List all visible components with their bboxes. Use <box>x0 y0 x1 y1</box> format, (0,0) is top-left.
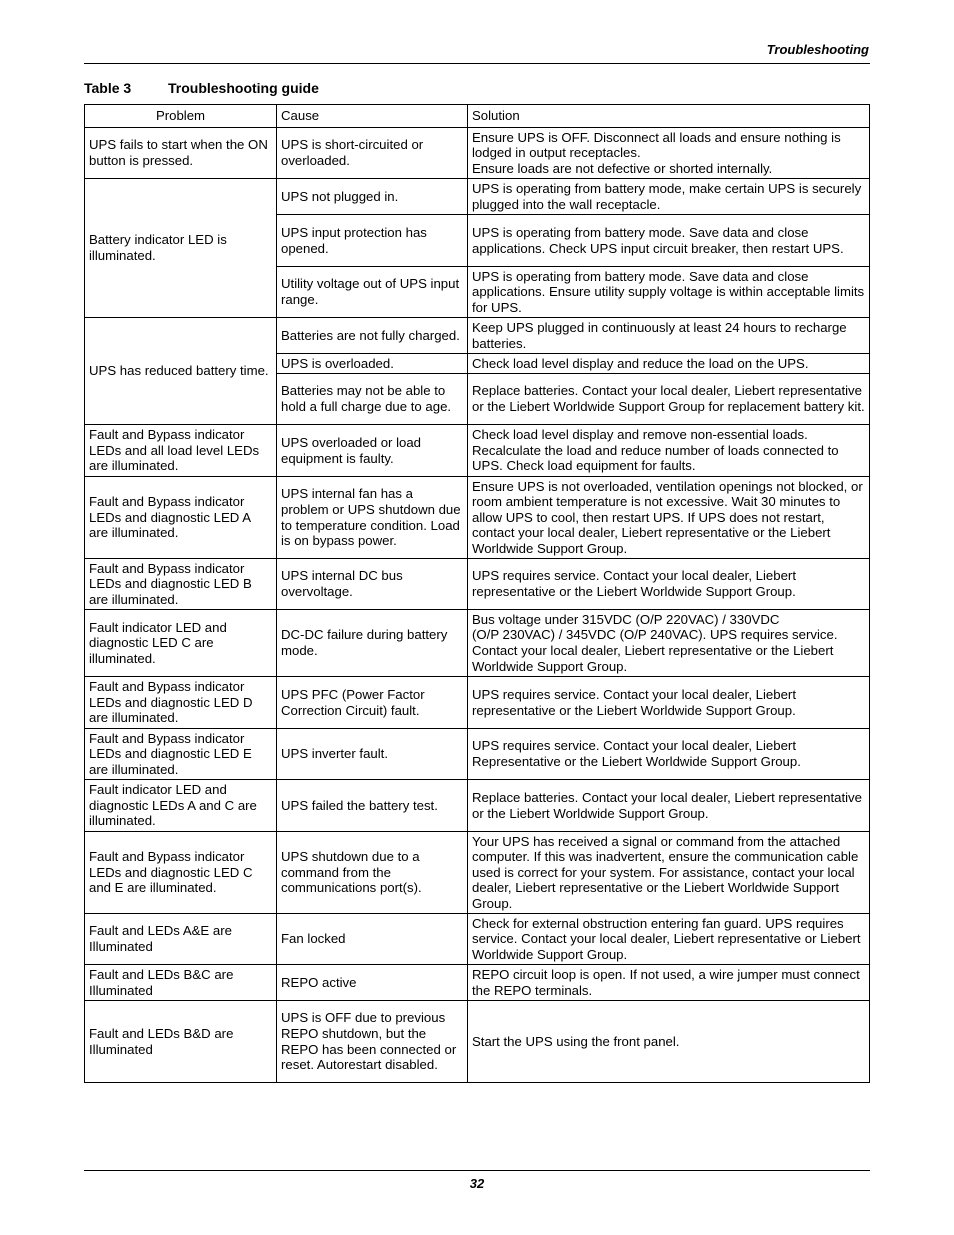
cause-cell: REPO active <box>277 965 468 1001</box>
table-row <box>85 780 870 832</box>
table-number: Table 3 <box>84 80 132 96</box>
cause-cell: UPS input protection has opened. <box>277 215 468 267</box>
solution-cell: Ensure UPS is OFF. Disconnect all loads and ensure nothing is lodged in output receptacles. Ensure loads are not defective or shorted internally. <box>468 128 870 179</box>
table-row <box>85 914 870 965</box>
solution-cell: Replace batteries. Contact your local dealer, Liebert representative or the Liebert Worldwide Support Group. <box>468 780 870 832</box>
table-row <box>85 965 870 1001</box>
problem-cell: Fault indicator LED and diagnostic LEDs A and C are illuminated. <box>85 780 277 832</box>
solution-cell: Check load level display and remove non-essential loads. Recalculate the load and reduce number of loads connected to UPS. Check load equipment for faults. <box>468 425 870 477</box>
footer-rule <box>84 1170 870 1171</box>
table-row <box>85 832 870 914</box>
page-number: 32 <box>469 1176 485 1191</box>
solution-cell: UPS is operating from battery mode. Save data and close applications. Check UPS input circuit breaker, then restart UPS. <box>468 215 870 267</box>
table-row <box>85 477 870 559</box>
running-header: Troubleshooting <box>766 42 869 57</box>
problem-cell: Fault and Bypass indicator LEDs and all load level LEDs are illuminated. <box>85 425 277 477</box>
table-row <box>85 559 870 610</box>
cause-cell: UPS overloaded or load equipment is faulty. <box>277 425 468 477</box>
solution-cell: UPS is operating from battery mode. Save data and close applications. Ensure utility supply voltage is within acceptable limits for UPS. <box>468 267 870 318</box>
problem-cell: Fault and Bypass indicator LEDs and diagnostic LED E are illuminated. <box>85 729 277 780</box>
cause-cell: UPS not plugged in. <box>277 179 468 215</box>
table-row <box>85 128 870 179</box>
problem-cell: Fault indicator LED and diagnostic LED C are illuminated. <box>85 610 277 677</box>
solution-cell: Your UPS has received a signal or command from the attached computer. If this was inadvertent, ensure the communication cable used is correct for your system. For assistance, contact your local dealer, Liebert representative or the Liebert Worldwide Support Group. <box>468 832 870 914</box>
table-row <box>85 179 870 215</box>
solution-cell: REPO circuit loop is open. If not used, a wire jumper must connect the REPO terminals. <box>468 965 870 1001</box>
table-row <box>85 729 870 780</box>
table-title: Troubleshooting guide <box>168 80 319 96</box>
problem-cell: Fault and Bypass indicator LEDs and diagnostic LED A are illuminated. <box>85 477 277 559</box>
solution-cell: UPS requires service. Contact your local dealer, Liebert representative or the Liebert Worldwide Support Group. <box>468 559 870 610</box>
column-header-cause: Cause <box>277 105 468 128</box>
header-rule <box>84 63 870 64</box>
solution-cell: Bus voltage under 315VDC (O/P 220VAC) / 330VDC (O/P 230VAC) / 345VDC (O/P 240VAC). UPS requires service. Contact your local dealer, Liebert representative or the Liebert Worldwide Support Group. <box>468 610 870 677</box>
cause-cell: UPS is overloaded. <box>277 354 468 374</box>
table-row <box>85 1001 870 1083</box>
table-row <box>85 318 870 354</box>
solution-cell: Keep UPS plugged in continuously at least 24 hours to recharge batteries. <box>468 318 870 354</box>
solution-cell: Ensure UPS is not overloaded, ventilation openings not blocked, or room ambient temperature is not excessive. Wait 30 minutes to allow UPS to cool, then restart UPS. If UPS does not restart, contact your local dealer, Liebert representative or the Liebert Worldwide Support Group. <box>468 477 870 559</box>
column-header-solution: Solution <box>468 105 870 128</box>
problem-cell: Fault and Bypass indicator LEDs and diagnostic LED B are illuminated. <box>85 559 277 610</box>
problem-cell: Fault and Bypass indicator LEDs and diagnostic LED C and E are illuminated. <box>85 832 277 914</box>
cause-cell: Batteries may not be able to hold a full charge due to age. <box>277 374 468 425</box>
table-header-row <box>85 105 870 128</box>
problem-cell: Fault and LEDs A&E are Illuminated <box>85 914 277 965</box>
table-row <box>85 610 870 677</box>
cause-cell: UPS PFC (Power Factor Correction Circuit) fault. <box>277 677 468 729</box>
cause-cell: Fan locked <box>277 914 468 965</box>
cause-cell: UPS failed the battery test. <box>277 780 468 832</box>
problem-cell: UPS has reduced battery time. <box>85 318 277 425</box>
solution-cell: Replace batteries. Contact your local dealer, Liebert representative or the Liebert Worldwide Support Group for replacement battery kit. <box>468 374 870 425</box>
solution-cell: Start the UPS using the front panel. <box>468 1001 870 1083</box>
problem-cell: Fault and LEDs B&C are Illuminated <box>85 965 277 1001</box>
cause-cell: UPS is OFF due to previous REPO shutdown, but the REPO has been connected or reset. Autorestart disabled. <box>277 1001 468 1083</box>
column-header-problem: Problem <box>85 105 277 128</box>
cause-cell: DC-DC failure during battery mode. <box>277 610 468 677</box>
troubleshooting-table <box>84 104 870 1083</box>
table-row <box>85 425 870 477</box>
cause-cell: UPS shutdown due to a command from the communications port(s). <box>277 832 468 914</box>
problem-cell: Fault and Bypass indicator LEDs and diagnostic LED D are illuminated. <box>85 677 277 729</box>
cause-cell: UPS is short-circuited or overloaded. <box>277 128 468 179</box>
problem-cell: UPS fails to start when the ON button is pressed. <box>85 128 277 179</box>
problem-cell: Fault and LEDs B&D are Illuminated <box>85 1001 277 1083</box>
table-row <box>85 677 870 729</box>
problem-cell: Battery indicator LED is illuminated. <box>85 179 277 318</box>
cause-cell: UPS internal fan has a problem or UPS shutdown due to temperature condition. Load is on bypass power. <box>277 477 468 559</box>
cause-cell: Batteries are not fully charged. <box>277 318 468 354</box>
solution-cell: UPS requires service. Contact your local dealer, Liebert representative or the Liebert Worldwide Support Group. <box>468 677 870 729</box>
solution-cell: Check for external obstruction entering fan guard. UPS requires service. Contact your local dealer, Liebert representative or Liebert Worldwide Support Group. <box>468 914 870 965</box>
solution-cell: Check load level display and reduce the load on the UPS. <box>468 354 870 374</box>
cause-cell: UPS inverter fault. <box>277 729 468 780</box>
cause-cell: UPS internal DC bus overvoltage. <box>277 559 468 610</box>
table-caption <box>84 80 319 96</box>
solution-cell: UPS requires service. Contact your local dealer, Liebert Representative or the Liebert Worldwide Support Group. <box>468 729 870 780</box>
cause-cell: Utility voltage out of UPS input range. <box>277 267 468 318</box>
solution-cell: UPS is operating from battery mode, make certain UPS is securely plugged into the wall receptacle. <box>468 179 870 215</box>
